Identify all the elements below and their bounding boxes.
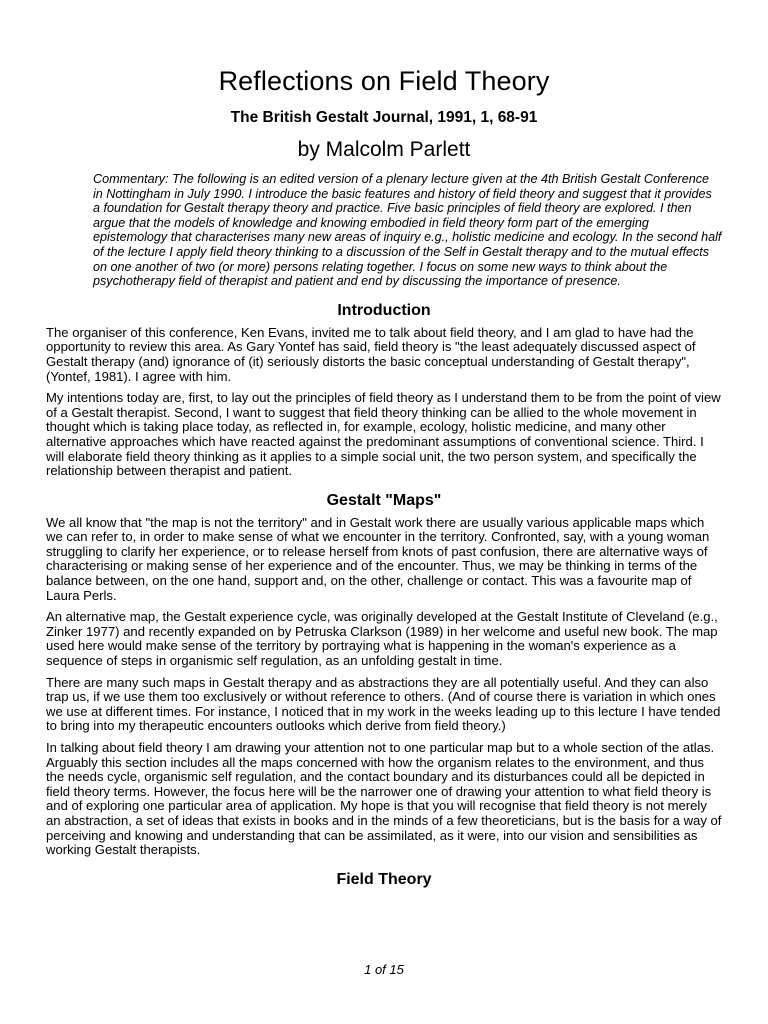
document-page xyxy=(46,64,722,895)
paragraph: An alternative map, the Gestalt experience cycle, was originally developed at the Gestalt Institute of Cleveland (e.g., Zinker 1977) and recently expanded on by Petruska Clarkson (1989) in her welcome and useful new book. The map used here would make sense of the territory by portraying what is happening in the woman's experience as a sequence of steps in organismic self regulation, as an unfolding gestalt in time. xyxy=(46,609,718,669)
commentary-abstract: Commentary: The following is an edited version of a plenary lecture given at the 4th British Gestalt Conference in Nottingham in July 1990. I introduce the basic features and history of field theory and suggest that it provides a foundation for Gestalt therapy theory and practice. Five basic principles of field theory are explored. I then argue that the models of knowledge and knowing embodied in field theory form part of the emerging epistemology that characterises many new areas of inquiry e.g., holistic medicine and ecology. In the second half of the lecture I apply field theory thinking to a discussion of the Self in Gestalt therapy and to the mutual effects on one another of two (or more) persons relating together. I focus on some new ways to think about the psychotherapy field of therapist and patient and end by discussing the importance of presence. xyxy=(93,172,722,289)
author-byline: by Malcolm Parlett xyxy=(297,138,471,161)
section-heading-introduction: Introduction xyxy=(337,301,431,319)
paragraph: The organiser of this conference, Ken Evans, invited me to talk about field theory, and I am glad to have had the opportunity to review this area. As Gary Yontef has said, field theory is "the least adequately discussed aspect of Gestalt therapy (and) ignorance of (it) seriously distorts the basic conceptual understanding of Gestalt therapy", (Yontef, 1981). I agree with him. xyxy=(46,324,696,384)
paragraph: My intentions today are, first, to lay out the principles of field theory as I understand them to be from the point of view of a Gestalt therapist. Second, I want to suggest that field theory thinking can be allied to the whole movement in thought which is taking place today, as reflected in, for example, ecology, holistic medicine, and many other alternative approaches which have reacted against the predominant assumptions of conventional science. Third. I will elaborate field theory thinking as it applies to a simple social unit, the two person system, and specifically the relationship between therapist and patient. xyxy=(46,390,721,479)
paragraph: In talking about field theory I am drawing your attention not to one particular map but to a whole section of the atlas. Arguably this section includes all the maps concerned with how the organism relates to the environment, and thus the needs cycle, organismic self regulation, and the contact boundary and its disturbances could all be depicted in field theory terms. However, the focus here will be the narrower one of drawing your attention to what field theory is and of exploring one particular area of application. My hope is that you will recognise that field theory is not merely an abstraction, a set of ideas that exists in books and in the minds of a few theoreticians, but is the basis for a way of perceiving and knowing and understanding that can be assimilated, as it were, into our vision and sensibilities as working Gestalt therapists. xyxy=(46,740,722,858)
page-number: 1 of 15 xyxy=(364,962,404,977)
section-heading-maps: Gestalt "Maps" xyxy=(326,491,442,509)
paragraph: There are many such maps in Gestalt therapy and as abstractions they are all potentially useful. And they can also trap us, if we use them too exclusively or without reference to others. (And of course there is variation in which ones we use at different times. For instance, I noticed that in my work in the weeks leading up to this lecture I have tended to bring into my therapeutic encounters outlooks which derive from field theory.) xyxy=(46,674,721,734)
paragraph: We all know that "the map is not the territory" and in Gestalt work there are usually various applicable maps which we can refer to, in order to make sense of what we encounter in the territory. Confronted, say, with a young woman struggling to clarify her experience, or to release herself from knots of past confusion, there are alternative ways of characterising or making sense of her experience and of the encounter. Thus, we may be thinking in terms of the balance between, on the one hand, support and, on the other, challenge or contact. This was a favourite map of Laura Perls. xyxy=(46,514,710,603)
journal-citation: The British Gestalt Journal, 1991, 1, 68-91 xyxy=(230,109,538,126)
document-title: Reflections on Field Theory xyxy=(218,66,550,96)
section-heading-field-theory: Field Theory xyxy=(336,870,432,888)
